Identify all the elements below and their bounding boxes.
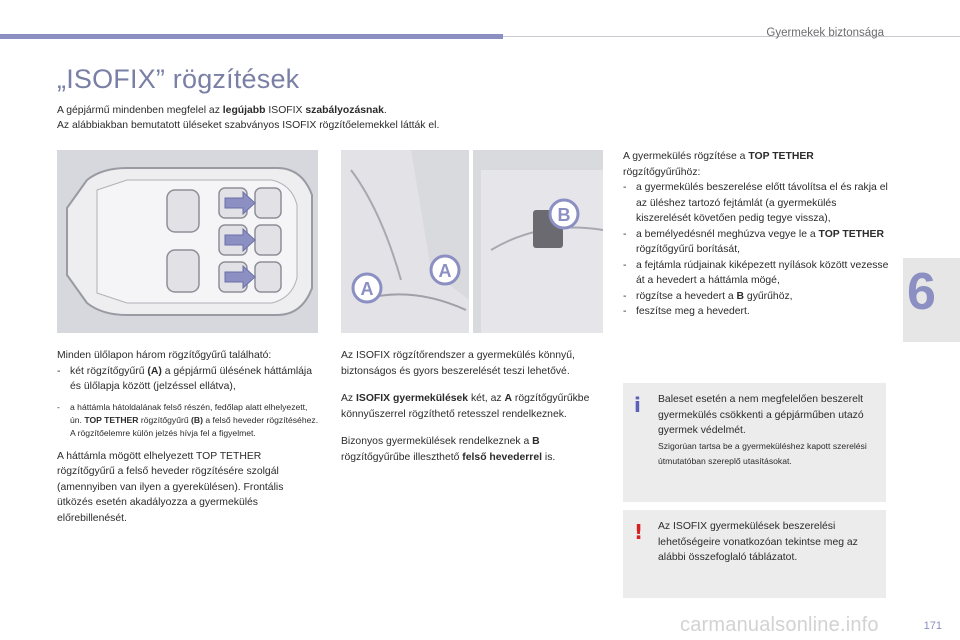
svg-text:A: A xyxy=(360,279,374,299)
page-number: 171 xyxy=(923,620,942,632)
intro-text: A gépjármű mindenben megfelel az legújabb ISOFIX szabályozásnak. Az alábbiakban bemutatott üléseket szabványos ISOFIX rögzítőelemekkel látták el. xyxy=(57,105,440,131)
watermark: carmanualsonline.info xyxy=(680,614,879,636)
marker-b xyxy=(550,200,578,228)
chapter-number: 6 xyxy=(907,263,936,321)
column-2: Az ISOFIX rögzítőrendszer a gyermekülés könnyű, biztonságos és gyors beszerelését teszi lehetővé. Az ISOFIX gyermekülések két, az A rögzítőgyűrűkbe könnyűszerrel rögzíthető retesszel rendelkeznek. Bizonyos gyermekülések rendelkeznek a B rögzítőgyűrűbe illeszthető felső hevederrel is. xyxy=(341,350,590,463)
list-item: - rögzítse a hevedert a B gyűrűhöz, xyxy=(623,290,793,302)
header-divider xyxy=(503,36,960,37)
list-item: - a bemélyedésnél meghúzva vegye le a TOP TETHER rögzítőgyűrű borítását, xyxy=(623,228,884,255)
marker-a-left xyxy=(353,274,381,302)
list-item: - a gyermekülés beszerelése előtt távolítsa el és rakja el az üléshez tartozó fejtámlát (a gyermekülés kiszerelését követően pedig tegye vissza), xyxy=(623,182,888,224)
page-title: „ISOFIX” rögzítések xyxy=(57,64,300,94)
list-item: - feszítse meg a hevedert. xyxy=(623,306,750,317)
column-1: Minden ülőlapon három rögzítőgyűrű található: - két rögzítőgyűrű (A) a gépjármű ülésének háttámlája és ülőlapja között (jelzéssel ellátva), - a háttámla hátoldalának felső részén, fedőlap alatt elhelyezett, ún. TOP TETHER rögzítőgyűrű (B) a felső heveder rögzítéséhez. A rögzítőelemre külön jelzés hívja fel a figyelmet. A háttámla mögött elhelyezett TOP TETHER rögzítőgyűrű a felső heveder rögzítésére szolgál (amennyiben van ilyen a gyerekülésen). Frontális ütközés esetén akadályozza a gyermekülés előrebillenését. xyxy=(57,350,319,524)
car-seats-topview-image xyxy=(57,150,318,333)
info-icon: i xyxy=(634,393,641,417)
svg-text:A: A xyxy=(438,261,452,281)
marker-a-right xyxy=(431,256,459,284)
header-accent-bar xyxy=(0,34,503,39)
list-item: - két rögzítőgyűrű (A) a gépjármű ülésének háttámlája és ülőlapja között (jelzéssel ellátva), xyxy=(57,365,313,392)
list-item: - a háttámla hátoldalának felső részén, fedőlap alatt elhelyezett, ún. TOP TETHER rögzítőgyűrű (B) a felső heveder rögzítéséhez. A rögzítőelemre külön jelzés hívja fel a figyelmet. xyxy=(57,401,319,438)
isofix-anchor-closeup-image xyxy=(341,150,603,333)
list-item: - a fejtámla rúdjainak kiképezett nyílások között vezesse át a hevedert a háttámla mögé, xyxy=(623,259,889,286)
svg-text:B: B xyxy=(557,205,571,225)
warning-note: ! Az ISOFIX gyermekülések beszerelési lehetőségeire vonatkozóan tekintse meg az alábbi összefoglaló táblázatot. xyxy=(623,510,886,598)
warning-icon: ! xyxy=(634,520,644,544)
info-note: i Baleset esetén a nem megfelelően beszerelt gyermekülés csökkenti a gépjárműben utazó gyermek védelmét. Szigorúan tartsa be a gyermeküléshez kapott szerelési útmutatóban szereplő utasításokat. xyxy=(623,383,886,502)
column-3: A gyermekülés rögzítése a TOP TETHER rögzítőgyűrűhöz: - a gyermekülés beszerelése előtt távolítsa el és rakja el az üléshez tartozó fejtámlát (a gyermekülés kiszerelését követően pedig tegye vissza), - a bemélyedésnél meghúzva vegye le a TOP TETHER rögzítőgyűrű borítását, - a fejtámla rúdjainak kiképezett nyílások között vezesse át a hevedert a háttámla mögé, - rögzítse a hevedert a B gyűrűhöz, - feszítse meg a hevedert. xyxy=(623,149,891,320)
section-title: Gyermekek biztonsága xyxy=(766,27,884,39)
